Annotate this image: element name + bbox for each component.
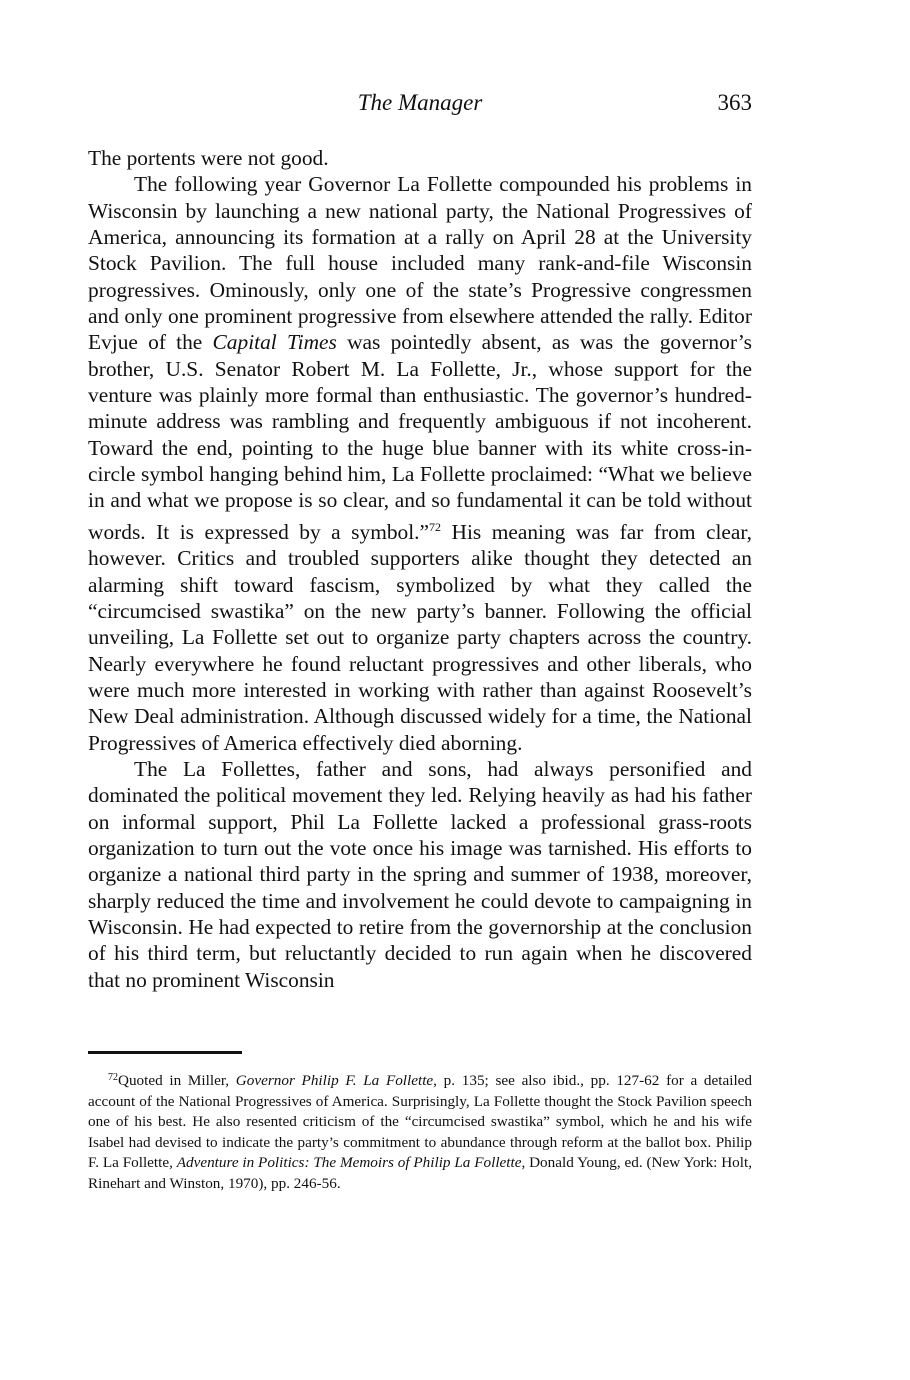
footnote-reference: 72 xyxy=(429,519,442,534)
paragraph-text: His meaning was far from clear, however. Critics and troubled supporters alike thought they detected an alarming shift toward fascism, symbolized by what they called the “circumcised swastika” on the new party’s banner. Following the official unveiling, La Follette set out to organize party chapters across the country. Nearly everywhere he found reluctant progressives and other liberals, who were much more interested in working with rather than against Roosevelt’s New Deal administration. Although discussed widely for a time, the National Progressives of America effectively died aborning. xyxy=(88,519,752,755)
running-head xyxy=(88,90,752,122)
book-title: Governor Philip F. La Follette xyxy=(235,1072,434,1089)
body-text xyxy=(88,145,752,993)
footnote-number: 72 xyxy=(108,1072,118,1083)
running-title: The Manager xyxy=(357,90,483,115)
footnote xyxy=(88,1068,752,1194)
paragraph xyxy=(88,171,752,756)
paragraph-text: The following year Governor La Follette compounded his problems in Wisconsin by launching a new national party, the National Progressives of America, announcing its formation at a rally on April 28 at the University Stock Pavilion. The full house included many rank-and-file Wisconsin progressives. Ominously, only one of the state’s Progressive congressmen and only one prominent progressive from elsewhere attended the rally. Editor Evjue of the xyxy=(88,172,752,355)
paragraph-text: was pointedly absent, as was the governor’s brother, U.S. Senator Robert M. La Follette, Jr., whose support for the venture was plainly more formal than enthusiastic. The governor’s hundred-minute address was rambling and frequently ambiguous if not incoherent. Toward the end, pointing to the huge blue banner with its white cross-in-circle symbol hanging behind him, La Follette proclaimed: “What we believe in and what we propose is so clear, and so fundamental it can be told without words. It is expressed by a symbol.” xyxy=(88,330,752,544)
book-title: Adventure in Politics: The Memoirs of Philip La Follette xyxy=(176,1154,522,1171)
footnote-divider xyxy=(88,1051,242,1054)
footnote-text: Quoted in Miller, xyxy=(118,1072,236,1089)
newspaper-title: Capital Times xyxy=(212,330,337,355)
page-number: 363 xyxy=(717,90,752,115)
paragraph: The portents were not good. xyxy=(88,146,329,170)
footnote-text: , Donald Young, ed. (New York: Holt, Rinehart and Winston, 1970), pp. 246-56. xyxy=(88,1154,753,1192)
paragraph: The La Follettes, father and sons, had always personified and dominated the political movement they led. Relying heavily as had his father on informal support, Phil La Follette lacked a professional grass-roots organization to turn out the vote once his image was tarnished. His efforts to organize a national third party in the spring and summer of 1938, moreover, sharply reduced the time and involvement he could devote to campaigning in Wisconsin. He had expected to retire from the governorship at the conclusion of his third term, but reluctantly decided to run again when he discovered that no prominent Wisconsin xyxy=(88,756,752,992)
footnote-text: , p. 135; see also ibid., pp. 127-62 for a detailed account of the National Progressives of America. Surprisingly, La Follette thought the Stock Pavilion speech one of his best. He also resented criticism of the “circumcised swastika” symbol, which he and his wife Isabel had devised to indicate the party’s commitment to abundance through reform at the ballot box. Philip F. La Follette, xyxy=(88,1072,752,1171)
